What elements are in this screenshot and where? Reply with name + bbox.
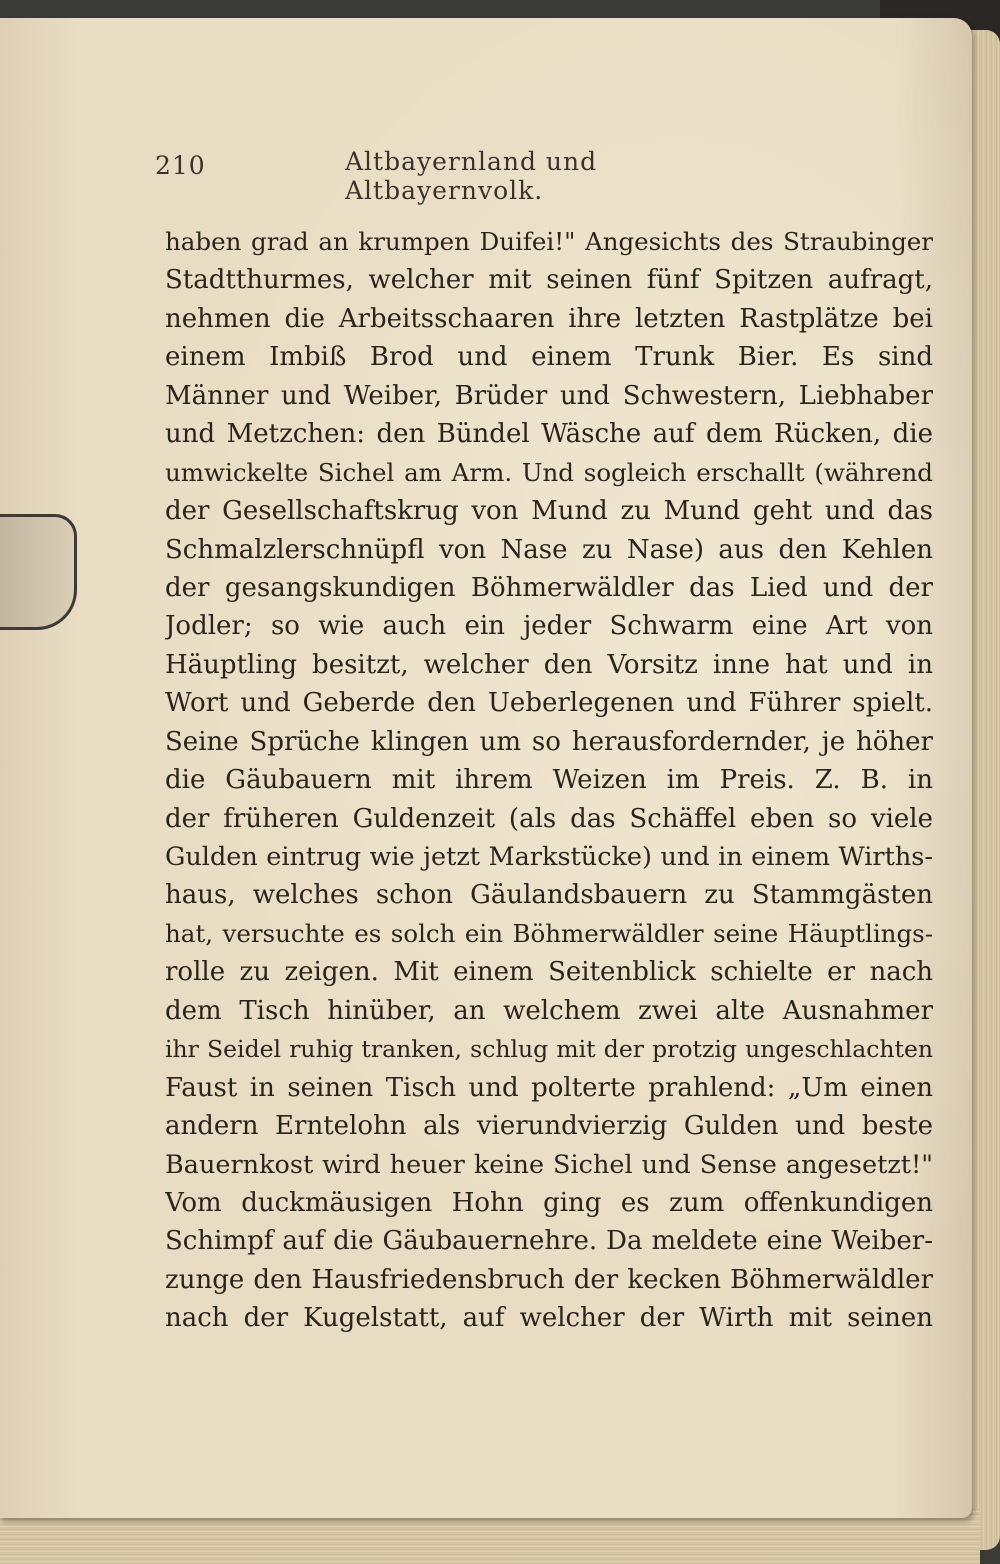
text-line: ihr Seidel ruhig tranken, schlug mit der protzig ungeschlachten <box>165 1035 933 1064</box>
text-line: haben grad an krumpen Duifei!" Angesichts des Straubinger <box>165 227 933 256</box>
text-line: Schimpf auf die Gäubauernehre. Da meldete eine Weiber- <box>165 1226 933 1257</box>
text-line: Jodler; so wie auch ein jeder Schwarm eine Art von <box>165 611 933 642</box>
bookmark-clip <box>0 514 77 630</box>
text-line: der früheren Guldenzeit (als das Schäffel eben so viele <box>165 803 933 834</box>
text-line: umwickelte Sichel am Arm. Und sogleich erschallt (während <box>165 457 933 487</box>
text-line: dem Tisch hinüber, an welchem zwei alte Ausnahmer <box>165 995 933 1026</box>
running-title: Altbayernland und Altbayernvolk. <box>345 147 598 205</box>
text-line: Faust in seinen Tisch und polterte prahlend: „Um einen <box>165 1072 933 1103</box>
text-line: Männer und Weiber, Brüder und Schwestern, Liebhaber <box>165 380 933 411</box>
text-line: die Gäubauern mit ihrem Weizen im Preis. Z. B. in <box>165 765 933 796</box>
text-line: Wort und Geberde den Ueberlegenen und Führer spielt. <box>165 688 933 719</box>
text-line: Schmalzlerschnüpfl von Nase zu Nase) aus den Kehlen <box>165 534 933 565</box>
text-line: nach der Kugelstatt, auf welcher der Wirth mit seinen <box>165 1303 933 1334</box>
text-line: und Metzchen: den Bündel Wäsche auf dem Rücken, die <box>165 419 933 450</box>
text-line: der Gesellschaftskrug von Mund zu Mund geht und das <box>165 496 933 527</box>
running-head <box>155 145 795 205</box>
text-line: hat, versuchte es solch ein Böhmerwäldler seine Häuptlings- <box>165 918 933 948</box>
text-line: Häuptling besitzt, welcher den Vorsitz inne hat und in <box>165 649 933 680</box>
text-line: Gulden eintrug wie jetzt Markstücke) und in einem Wirths- <box>165 842 933 872</box>
text-line: Seine Sprüche klingen um so herausfordernder, je höher <box>165 726 933 757</box>
text-line: Vom duckmäusigen Hohn ging es zum offenkundigen <box>165 1187 933 1218</box>
text-line: nehmen die Arbeitsschaaren ihre letzten Rastplätze bei <box>165 303 933 334</box>
text-line: einem Imbiß Brod und einem Trunk Bier. Es sind <box>165 342 933 373</box>
book-page <box>0 18 972 1518</box>
text-line: haus, welches schon Gäulandsbauern zu Stammgästen <box>165 880 933 911</box>
body-text <box>165 223 933 1338</box>
text-line: Stadtthurmes, welcher mit seinen fünf Spitzen aufragt, <box>165 265 933 296</box>
page-number: 210 <box>155 151 206 180</box>
text-line: andern Erntelohn als vierundvierzig Gulden und beste <box>165 1111 933 1142</box>
text-line: der gesangskundigen Böhmerwäldler das Lied und der <box>165 572 933 603</box>
text-line: rolle zu zeigen. Mit einem Seitenblick schielte er nach <box>165 957 933 988</box>
text-line: zunge den Hausfriedensbruch der kecken Böhmerwäldler <box>165 1264 933 1295</box>
text-line: Bauernkost wird heuer keine Sichel und Sense angesetzt!" <box>165 1149 933 1180</box>
